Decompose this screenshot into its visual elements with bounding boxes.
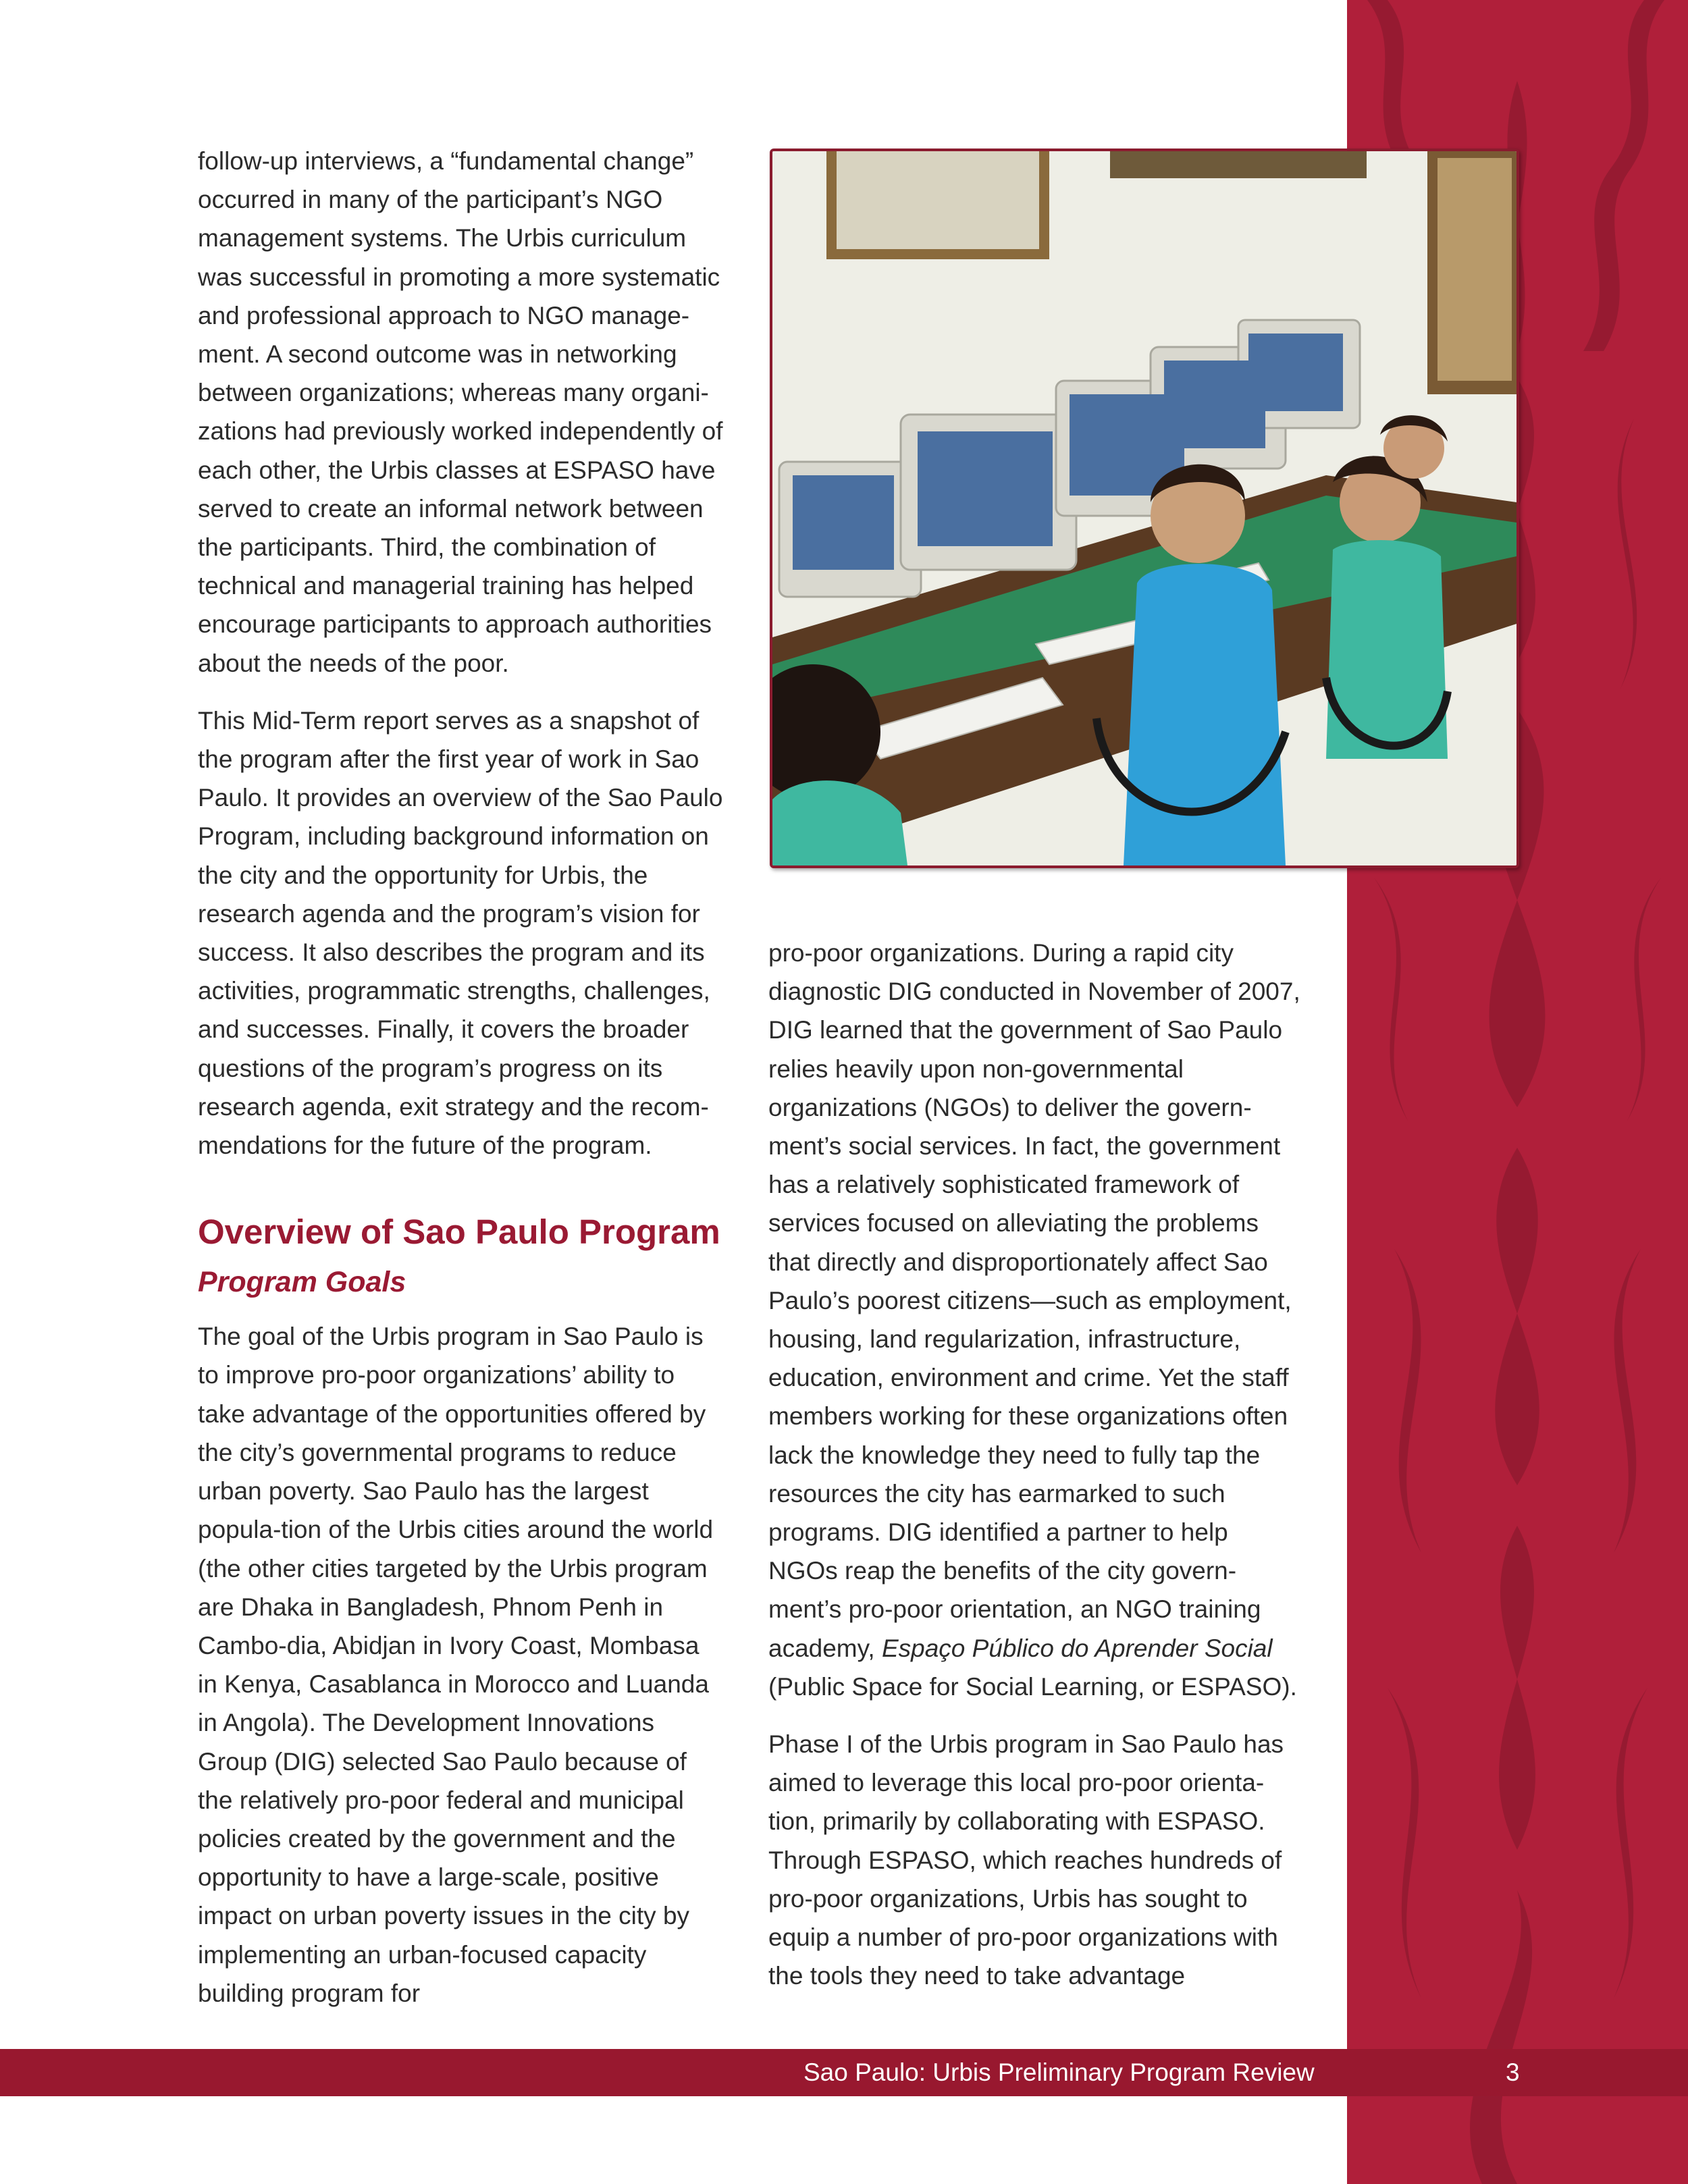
- left-text-column: [198, 142, 724, 2013]
- report-overview-paragraph: This Mid-Term report serves as a snapshot of the program after the first year of work in Sao Paulo. It provides an overview of the Sao Paulo Program, including background information on the city and the opportunity for Urbis, the research agenda and the program’s vision for success. It also describes the program and its activities, programmatic strengths, challenges, and successes. Finally, it covers the broader questions of the program’s progress on its research agenda, exit strategy and the recom-mendations for the future of the program.: [198, 706, 723, 1160]
- subsection-heading: Program Goals: [198, 1266, 406, 1299]
- espaso-portuguese-name: Espaço Público do Aprender Social: [881, 1634, 1273, 1662]
- computer-lab-illustration: [772, 151, 1516, 865]
- right-text-column: [768, 934, 1302, 1995]
- espaso-english-name: (Public Space for Social Learning, or ESPASO).: [768, 1672, 1297, 1701]
- intro-paragraph-continued: follow-up interviews, a “fundamental change” occurred in many of the participant’s NGO management systems. The Urbis curriculum was successful in promoting a more systematic and professional approach to NGO manage-ment. A second outcome was in networking between organizations; whereas many organi-zations had previously worked independently of each other, the Urbis classes at ESPASO have served to create an informal network between the participants. Third, the combination of technical and managerial training has helped encourage participants to approach authorities about the needs of the poor.: [198, 147, 723, 677]
- section-heading: Overview of Sao Paulo Program: [198, 1213, 720, 1252]
- page-number: 3: [1506, 2058, 1520, 2086]
- ngo-context-paragraph: [768, 934, 1302, 1706]
- program-goals-paragraph: The goal of the Urbis program in Sao Paulo is to improve pro-poor organizations’ ability to take advantage of the opportunities offered by the city’s governmental programs to reduce urban poverty. Sao Paulo has the largest popula-tion of the Urbis cities around the world (the other cities targeted by the Urbis program are Dhaka in Bangladesh, Phnom Penh in Cambo-dia, Abidjan in Ivory Coast, Mombasa in Kenya, Casablanca in Morocco and Luanda in Angola). The Development Innovations Group (DIG) selected Sao Paulo because of the relatively pro-poor federal and municipal policies created by the government and the opportunity to have a large-scale, positive impact on urban poverty issues in the city by implementing an urban-focused capacity building program for: [198, 1323, 714, 2007]
- phase-one-paragraph: Phase I of the Urbis program in Sao Paulo has aimed to leverage this local pro-poor orienta-tion, primarily by collaborating with ESPASO. Through ESPASO, which reaches hundreds of pro-poor organizations, Urbis has sought to equip a number of pro-poor organizations with the tools they need to take advantage: [768, 1730, 1284, 1990]
- footer-title: Sao Paulo: Urbis Preliminary Program Review: [803, 2058, 1315, 2086]
- classroom-photo: [770, 149, 1519, 868]
- ngo-context-text: pro-poor organizations. During a rapid city diagnostic DIG conducted in November of 2007, DIG learned that the government of Sao Paulo relies heavily upon non-governmental organizations (NGOs) to deliver the govern-ment’s social services. In fact, the government has a relatively sophisticated framework of services focused on alleviating the problems that directly and disproportionately affect Sao Paulo’s poorest citizens—such as employment, housing, land regularization, infrastructure, education, environment and crime. Yet the staff members working for these organizations often lack the knowledge they need to fully tap the resources the city has earmarked to such programs. DIG identified a partner to help NGOs reap the benefits of the city govern-ment’s pro-poor orientation, an NGO training academy,: [768, 939, 1300, 1662]
